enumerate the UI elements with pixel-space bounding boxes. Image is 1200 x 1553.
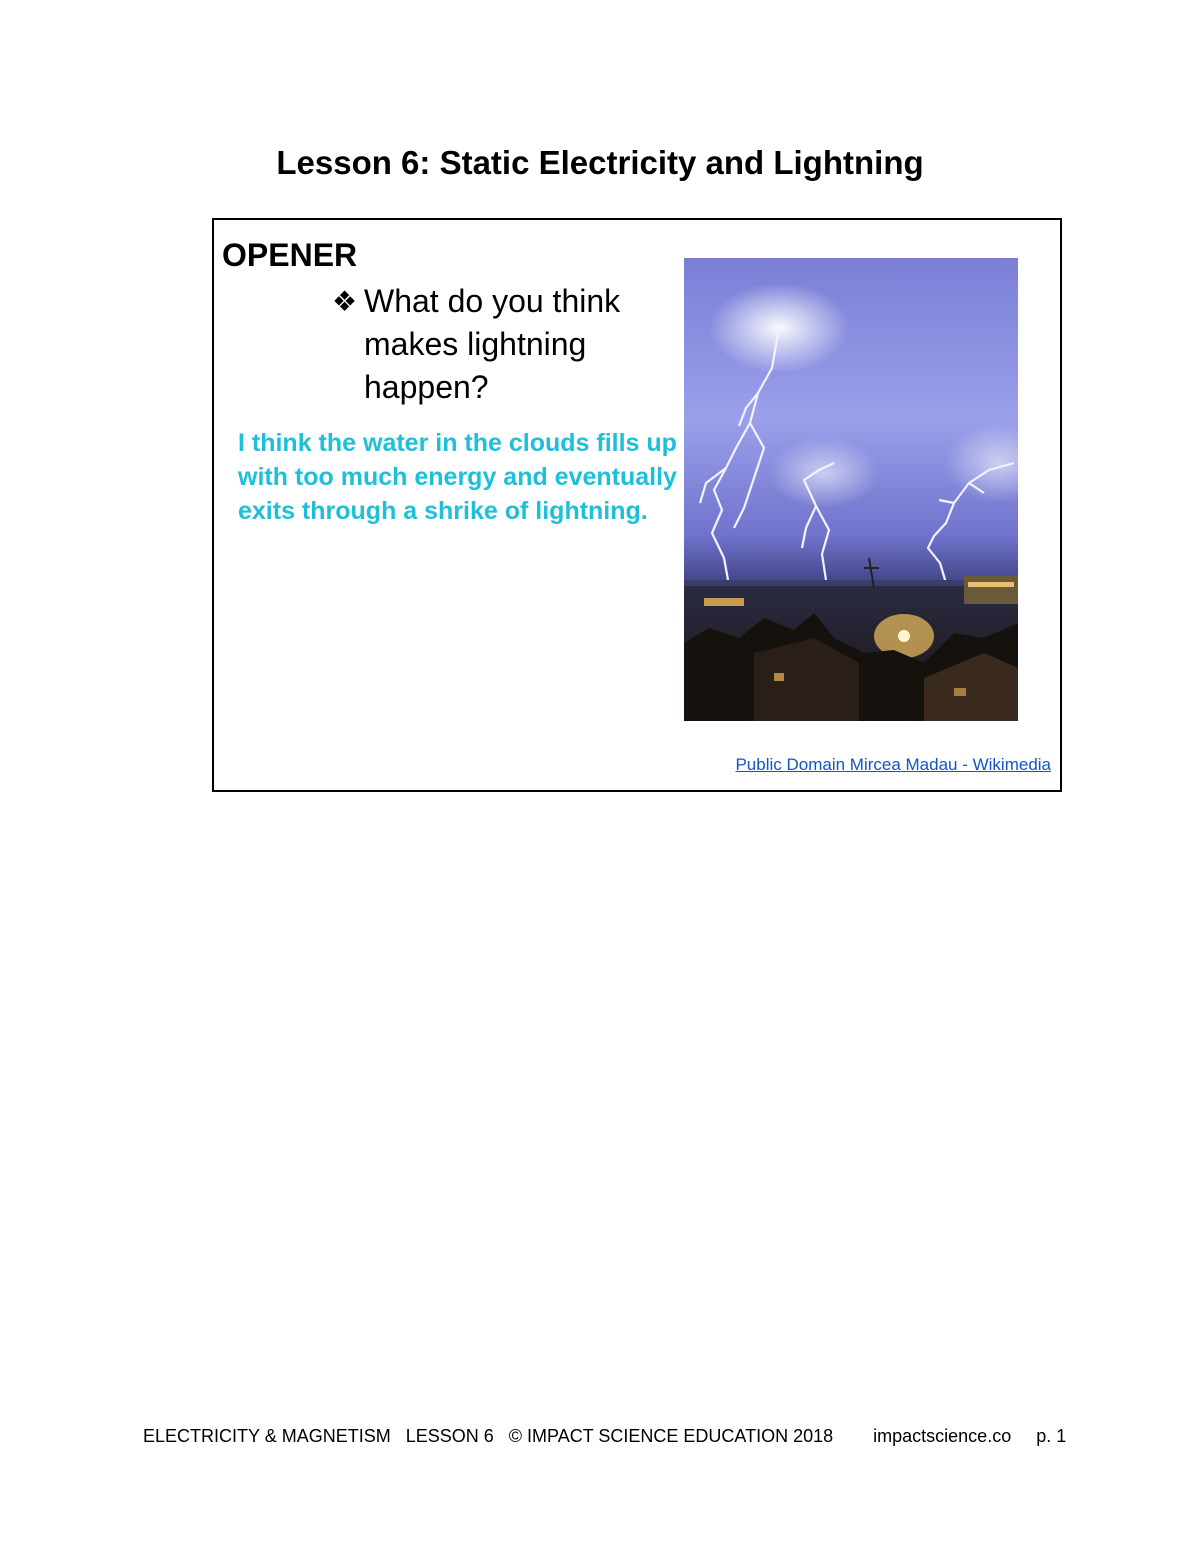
footer-page-number: p. 1: [1036, 1426, 1067, 1446]
page-title: Lesson 6: Static Electricity and Lightning: [276, 144, 924, 181]
footer-course: ELECTRICITY & MAGNETISM: [143, 1426, 391, 1446]
image-credit-link[interactable]: Public Domain Mircea Madau - Wikimedia: [735, 755, 1051, 774]
question-text: What do you think makes lightning happen?: [364, 283, 621, 405]
footer-website: impactscience.co: [873, 1426, 1012, 1446]
question-bullet: [332, 280, 662, 409]
student-answer: I think the water in the clouds fills up with too much energy and eventually exits through a shrike of lightning.: [238, 429, 677, 525]
footer-lesson: LESSON 6: [405, 1426, 494, 1446]
diamond-bullet-icon: ❖: [332, 286, 358, 317]
footer-copyright: © IMPACT SCIENCE EDUCATION 2018: [508, 1426, 834, 1446]
page-footer: [143, 1426, 1066, 1446]
opener-slide: [212, 218, 1062, 792]
lightning-photo: [684, 258, 1018, 721]
opener-heading: OPENER: [222, 237, 358, 273]
